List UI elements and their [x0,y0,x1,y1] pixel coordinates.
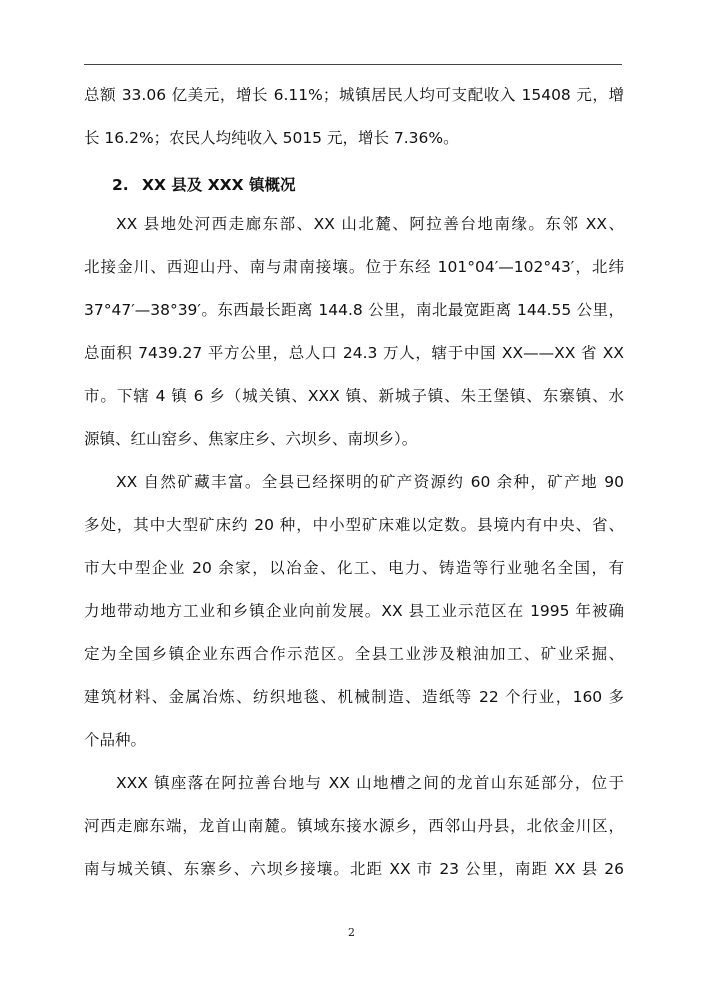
paragraph-1-line-1: XX 县地处河西走廊东部、XX 山北麓、阿拉善台地南缘。东邻 XX、 [116,215,624,233]
paragraph-2-line-3: 市大中型企业 20 余家，以冶金、化工、电力、铸造等行业驰名全国，有 [84,559,624,577]
paragraph-2-line-4: 力地带动地方工业和乡镇企业向前发展。XX 县工业示范区在 1995 年被确 [84,602,624,620]
body-line-2: 长 16.2%；农民人均纯收入 5015 元，增长 7.36%。 [84,129,459,147]
section-heading [112,171,295,199]
paragraph-2-line-7: 个品种。 [84,731,147,749]
page-number: 2 [348,926,355,939]
paragraph-3-line-2: 河西走廊东端，龙首山南麓。镇域东接水源乡，西邻山丹县，北依金川区， [84,817,624,835]
paragraph-2-line-1: XX 自然矿藏丰富。全县已经探明的矿产资源约 60 余种，矿产地 90 [116,473,624,491]
paragraph-1-line-3: 37°47′—38°39′。东西最长距离 144.8 公里，南北最宽距离 144.55 公里， [84,301,624,319]
body-line-1: 总额 33.06 亿美元，增长 6.11%；城镇居民人均可支配收入 15408 元，增 [84,86,624,104]
paragraph-2-line-6: 建筑材料、金属冶炼、纺织地毯、机械制造、造纸等 22 个行业，160 多 [84,688,624,706]
section-number: 2. [112,176,129,194]
section-title: XX 县及 XXX 镇概况 [142,176,296,194]
paragraph-1-line-4: 总面积 7439.27 平方公里，总人口 24.3 万人，辖于中国 XX——XX 省 XX [84,344,624,362]
paragraph-1-line-6: 源镇、红山窑乡、焦家庄乡、六坝乡、南坝乡）。 [84,430,418,448]
paragraph-1-line-5: 市。下辖 4 镇 6 乡（城关镇、XXX 镇、新城子镇、朱王堡镇、东寨镇、水 [84,387,624,405]
paragraph-2-line-5: 定为全国乡镇企业东西合作示范区。全县工业涉及粮油加工、矿业采掘、 [84,645,624,663]
paragraph-2-line-2: 多处，其中大型矿床约 20 种，中小型矿床难以定数。县境内有中央、省、 [84,516,624,534]
paragraph-3-line-1: XXX 镇座落在阿拉善台地与 XX 山地槽之间的龙首山东延部分，位于 [116,774,624,792]
paragraph-3-line-3: 南与城关镇、东寨乡、六坝乡接壤。北距 XX 市 23 公里，南距 XX 县 26 [84,860,624,878]
header-rule [84,64,622,65]
paragraph-1-line-2: 北接金川、西迎山丹、南与肃南接壤。位于东经 101°04′—102°43′，北纬 [84,258,624,276]
